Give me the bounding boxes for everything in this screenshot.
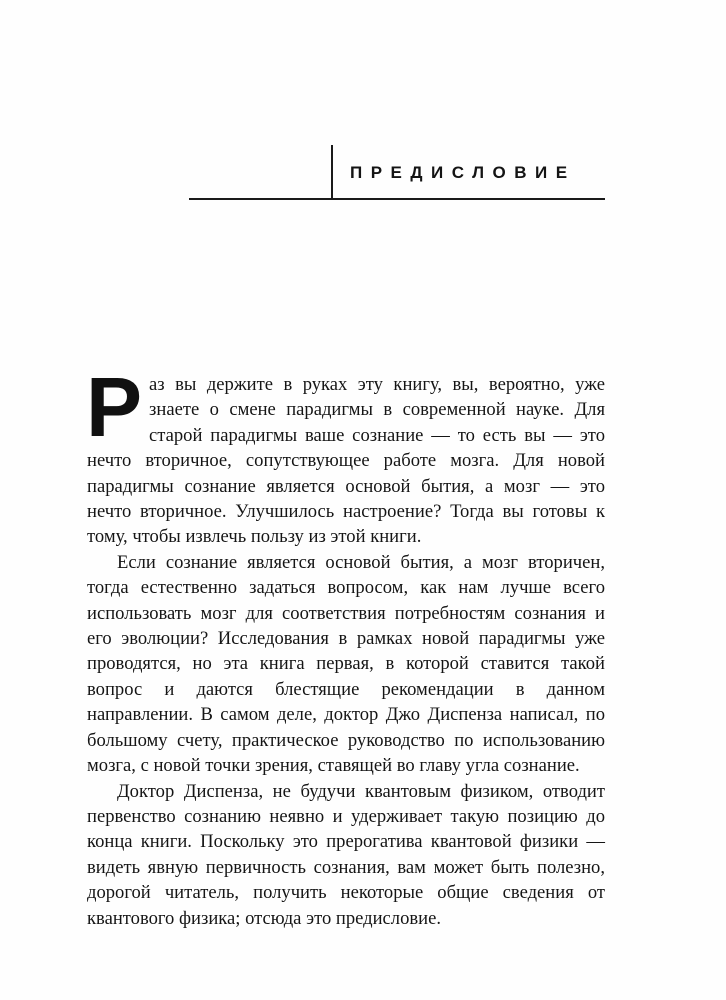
header-horizontal-rule xyxy=(189,198,605,200)
paragraph-1 xyxy=(86,360,605,550)
paragraph-3: Доктор Диспенза, не будучи квантовым физиком, отводит первенство сознанию неявно и удерживает такую позицию до конца книги. Поскольку это прерогатива квантовой физики — видеть явную первичность сознания, вам может быть полезно, дорогой читатель, получить некоторые общие сведения от квантового физика; отсюда это предисловие. xyxy=(87,780,605,929)
paragraph-1-text: аз вы держите в руках эту книгу, вы, вероятно, уже знаете о смене парадигмы в современной науке. Для старой парадигмы ваше сознание — то есть вы — это нечто вторичное, сопутствующее работе мозга. Для новой парадигмы сознание является основой бытия, а мозг — это нечто вторичное. Улучшилось настроение? Тогда вы готовы к тому, чтобы извлечь пользу из этой книги. xyxy=(87,374,605,548)
body-text xyxy=(86,360,605,931)
header-vertical-rule xyxy=(331,145,333,199)
chapter-title: ПРЕДИСЛОВИЕ xyxy=(350,163,576,182)
paragraph-2: Если сознание является основой бытия, а мозг вторичен, тогда естественно задаться вопросом, как нам лучше всего использовать мозг для соответствия потребностям сознания и его эволюции? Исследования в рамках новой парадигмы уже проводятся, но эта книга первая, в которой ставится такой вопрос и даются блестящие рекомендации в данном направлении. В самом деле, доктор Джо Диспенза написал, по большому счету, практическое руководство по использованию мозга, с новой точки зрения, ставящей во главу угла сознание. xyxy=(87,551,605,777)
drop-cap: Р xyxy=(86,360,143,454)
